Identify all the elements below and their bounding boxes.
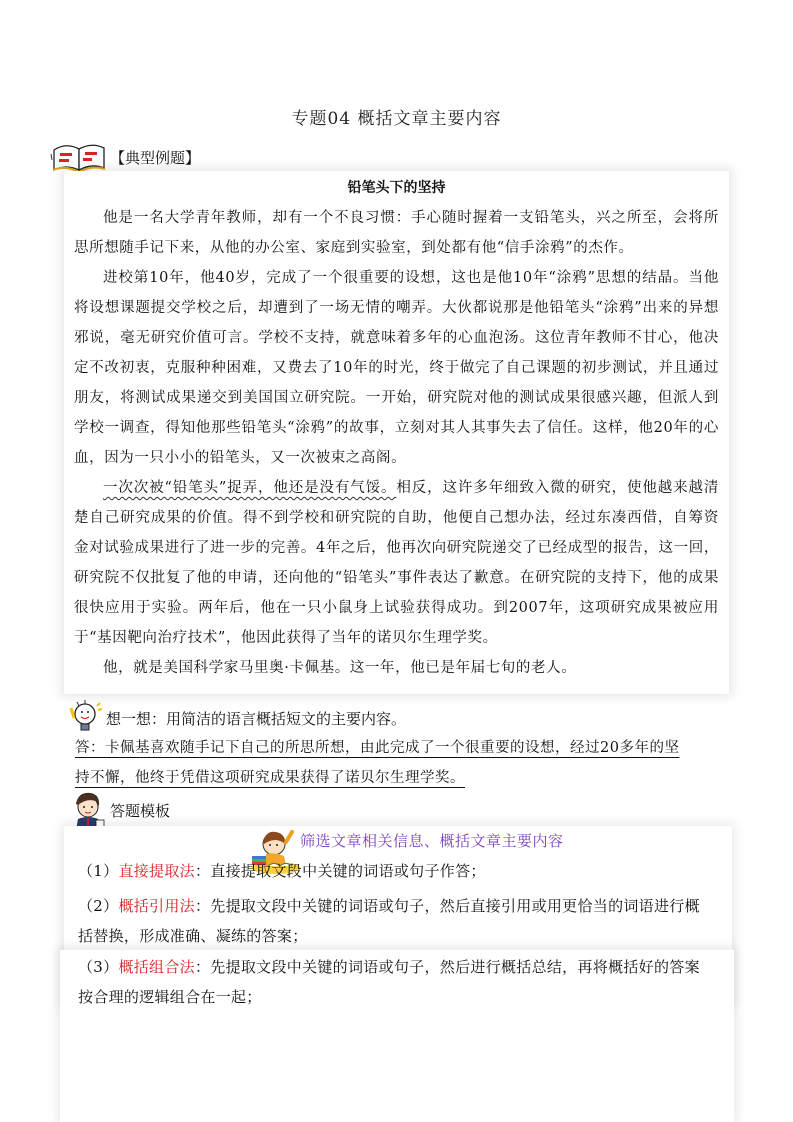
section-heading — [50, 140, 200, 174]
passage-box — [64, 171, 729, 694]
question-text: 想一想：用简洁的语言概括短文的主要内容。 — [106, 709, 407, 728]
banner-text: 筛选文章相关信息、概括文章主要内容 — [300, 832, 564, 850]
question-row — [66, 700, 406, 736]
section-label: 【典型例题】 — [110, 148, 201, 167]
method-name: 概括引用法 — [118, 897, 195, 915]
underlined-sentence: 一次次被“铅笔头”捉弄，他还是没有气馁。 — [103, 480, 397, 496]
open-book-icon — [50, 140, 108, 174]
answer-text: 答：卡佩基喜欢随手记下自己的所思所想，由此完成了一个很重要的设想，经过20多年的坚 持不懈，他终于凭借这项研究成果获得了诺贝尔生理学奖。 — [75, 740, 680, 786]
method-name: 直接提取法 — [118, 862, 195, 880]
method-box-continued — [60, 950, 734, 1122]
method-item-3: （3）概括组合法：先提取文段中关键的词语或句子，然后进行概括总结，再将概括好的答案 按合理的逻辑组合在一起； — [78, 958, 700, 1006]
teacher-icon — [70, 790, 106, 830]
method-name: 概括组合法 — [118, 958, 195, 976]
passage-paragraph: 他是一名大学青年教师，却有一个不良习惯：手心随时握着一支铅笔头，兴之所至，会将所思所想随手记下来，从他的办公室、家庭到实验室，到处都有他“信手涂鸦”的杰作。 — [74, 210, 719, 256]
template-heading — [70, 790, 170, 830]
passage-paragraph: 他，就是美国科学家马里奥·卡佩基。这一年，他已是年届七旬的老人。 — [103, 660, 577, 676]
template-label: 答题模板 — [110, 801, 171, 820]
page-title: 专题04 概括文章主要内容 — [291, 109, 502, 129]
method-item-2: （2）概括引用法：先提取文段中关键的词语或句子，然后直接引用或用更恰当的词语进行概 括替换，形成准确、凝练的答案； — [78, 897, 700, 945]
passage-paragraph: 一次次被“铅笔头”捉弄，他还是没有气馁。相反，这许多年细致入微的研究，使他越来越清楚自己研究成果的价值。得不到学校和研究院的自助，他便自己想办法，经过东凑西借，自筹资金对试验成果进行了进一步的完善。4年之后，他再次向研究院递交了已经成型的报告，这一回，研究院不仅批复了他的申请，还向他的“铅笔头”事件表达了歉意。在研究院的支持下，他的成果很快应用于实验。两年后，他在一只小鼠身上试验获得成功。到2007年，这项研究成果被应用于“基因靶向治疗技术”，他因此获得了当年的诺贝尔生理学奖。 — [74, 480, 719, 646]
passage-paragraph: 进校第10年，他40岁，完成了一个很重要的设想，这也是他10年“涂鸦”思想的结晶。当他将设想课题提交学校之后，却遭到了一场无情的嘲弄。大伙都说那是他铅笔头“涂鸦”出来的异想邪说，毫无研究价值可言。学校不支持，就意味着多年的心血泡汤。这位青年教师不甘心，他决定不改初衷，克服种种困难，又费去了10年的时光，终于做完了自己课题的初步测试，并且通过朋友，将测试成果递交到美国国立研究院。一开始，研究院对他的测试成果很感兴趣，但派人到学校一调查，得知他那些铅笔头“涂鸦”的故事，立刻对其人其事失去了信任。这样，他20年的心血，因为一只小小的铅笔头，又一次被束之高阁。 — [74, 270, 719, 466]
lightbulb-icon — [66, 700, 104, 736]
passage-title: 铅笔头下的坚持 — [347, 180, 446, 196]
method-item-1: （1）直接提取法：直接提取文段中关键的词语或句子作答； — [78, 862, 486, 880]
